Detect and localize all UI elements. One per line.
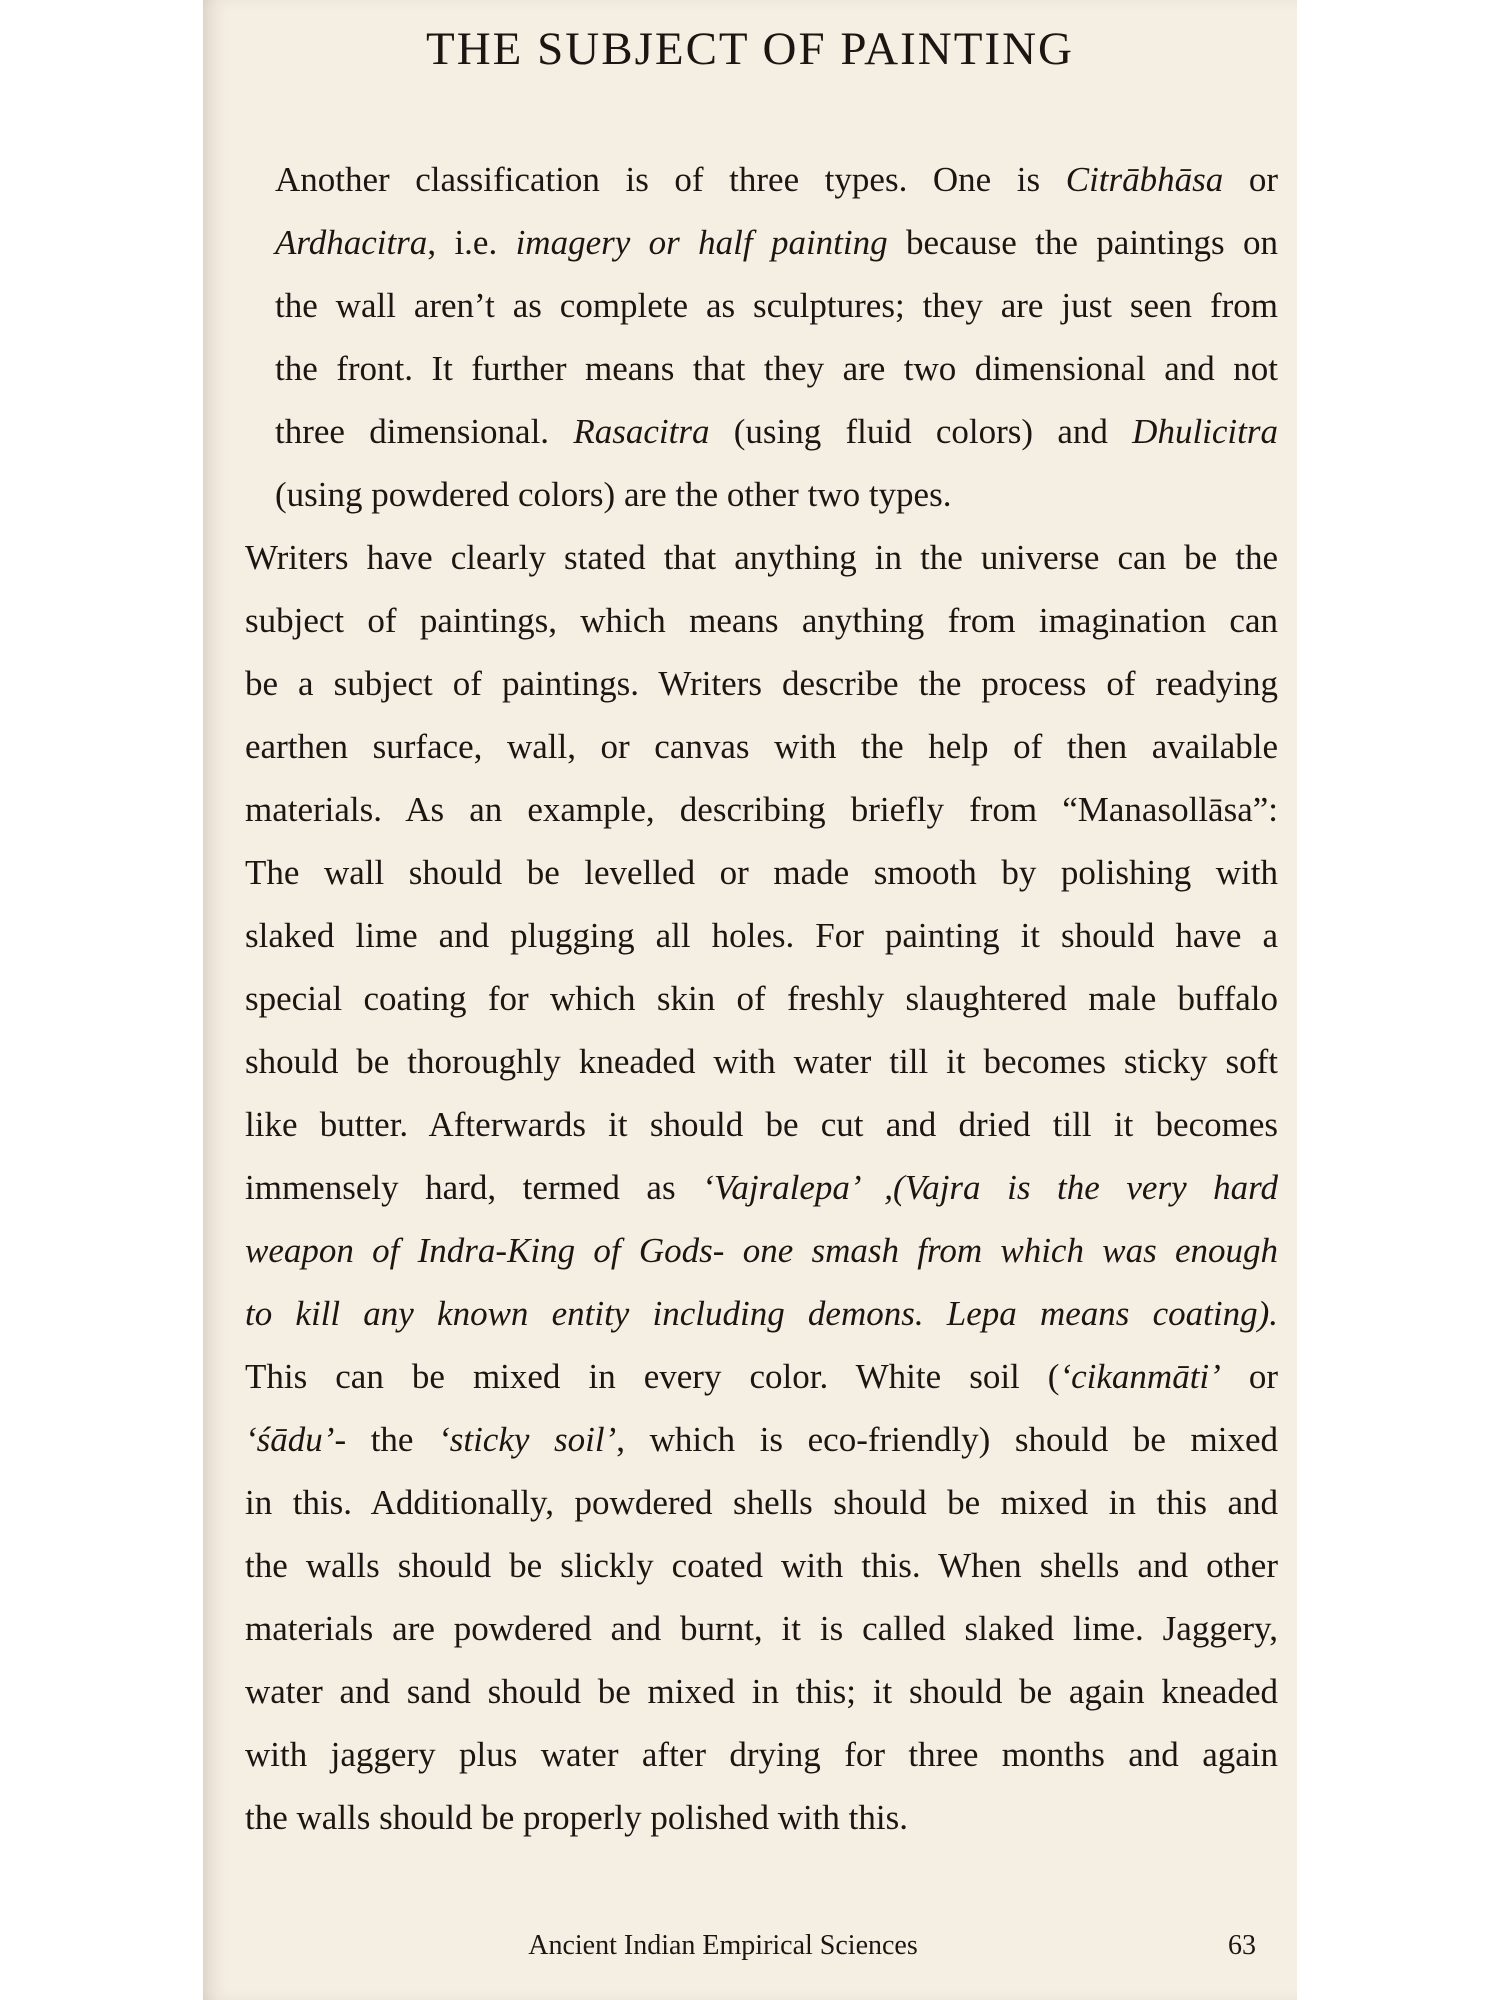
italic-term: Rasacitra — [573, 412, 710, 451]
text-line: the wall aren’t as complete as sculptures; they are just seen from — [275, 286, 1278, 325]
text-line: special coating for which skin of freshly slaughtered male buffalo — [245, 979, 1278, 1018]
italic-term: ‘cikanmāti’ — [1059, 1357, 1221, 1396]
body-text — [215, 148, 1278, 1849]
text-span: three dimensional. — [275, 412, 574, 451]
text-line: with jaggery plus water after drying for three months and again — [245, 1735, 1278, 1774]
running-footer-title: Ancient Indian Empirical Sciences — [528, 1930, 918, 1961]
italic-term: ‘Vajralepa’ ,(Vajra is the very hard — [702, 1168, 1278, 1207]
text-line: slaked lime and plugging all holes. For painting it should have a — [245, 916, 1278, 955]
text-span: or — [1220, 1357, 1278, 1396]
text-line: earthen surface, wall, or canvas with the help of then available — [245, 727, 1278, 766]
text-span: (using fluid colors) and — [709, 412, 1133, 451]
chapter-heading: THE SUBJECT OF PAINTING — [426, 23, 1074, 75]
text-span: , which is eco-friendly) should be mixed — [616, 1420, 1278, 1459]
italic-term: imagery or half painting — [515, 223, 888, 262]
italic-term: ‘śādu’ — [245, 1420, 335, 1459]
text-span: immensely hard, termed as — [245, 1168, 703, 1207]
text-line: water and sand should be mixed in this; it should be again kneaded — [245, 1672, 1278, 1711]
text-line: the front. It further means that they are two dimensional and not — [275, 349, 1278, 388]
text-line: like butter. Afterwards it should be cut and dried till it becomes — [245, 1105, 1278, 1144]
text-span: This can be mixed in every color. White soil ( — [245, 1357, 1060, 1396]
text-span: Another classification is of three types. One is — [275, 160, 1066, 199]
text-line: materials are powdered and burnt, it is called slaked lime. Jaggery, — [245, 1609, 1278, 1648]
text-line — [215, 1345, 1278, 1408]
text-span: because the paintings on — [887, 223, 1278, 262]
text-line: be a subject of paintings. Writers describe the process of readying — [245, 664, 1278, 703]
text-span: - the — [334, 1420, 439, 1459]
book-page — [203, 0, 1297, 2000]
text-line: The wall should be levelled or made smooth by polishing with — [245, 853, 1278, 892]
text-line — [215, 1408, 1278, 1471]
text-line: should be thoroughly kneaded with water till it becomes sticky soft — [245, 1042, 1278, 1081]
text-line: the walls should be slickly coated with this. When shells and other — [245, 1546, 1278, 1585]
italic-term: Citrābhāsa — [1065, 160, 1224, 199]
text-line-italic: to kill any known entity including demons. Lepa means coating). — [245, 1294, 1278, 1333]
italic-term: Dhulicitra — [1132, 412, 1278, 451]
text-line: the walls should be properly polished with this. — [245, 1798, 908, 1837]
paragraph-1 — [215, 148, 1278, 526]
text-line — [215, 1156, 1278, 1219]
text-line: in this. Additionally, powdered shells should be mixed in this and — [245, 1483, 1278, 1522]
text-line — [215, 400, 1278, 463]
text-line — [215, 148, 1278, 211]
paragraph-2 — [215, 526, 1278, 1849]
text-line: Writers have clearly stated that anything in the universe can be the — [245, 538, 1278, 577]
italic-term: Ardhacitra — [275, 223, 428, 262]
italic-term: ‘sticky soil’ — [438, 1420, 617, 1459]
text-line-italic: weapon of Indra-King of Gods- one smash from which was enough — [245, 1231, 1278, 1270]
text-line: subject of paintings, which means anything from imagination can — [245, 601, 1278, 640]
text-span: , i.e. — [427, 223, 516, 262]
text-line: materials. As an example, describing briefly from “Manasollāsa”: — [245, 790, 1278, 829]
text-line: (using powdered colors) are the other two types. — [275, 475, 952, 514]
text-span: or — [1223, 160, 1278, 199]
page-number: 63 — [1228, 1930, 1256, 1961]
text-line — [215, 211, 1278, 274]
